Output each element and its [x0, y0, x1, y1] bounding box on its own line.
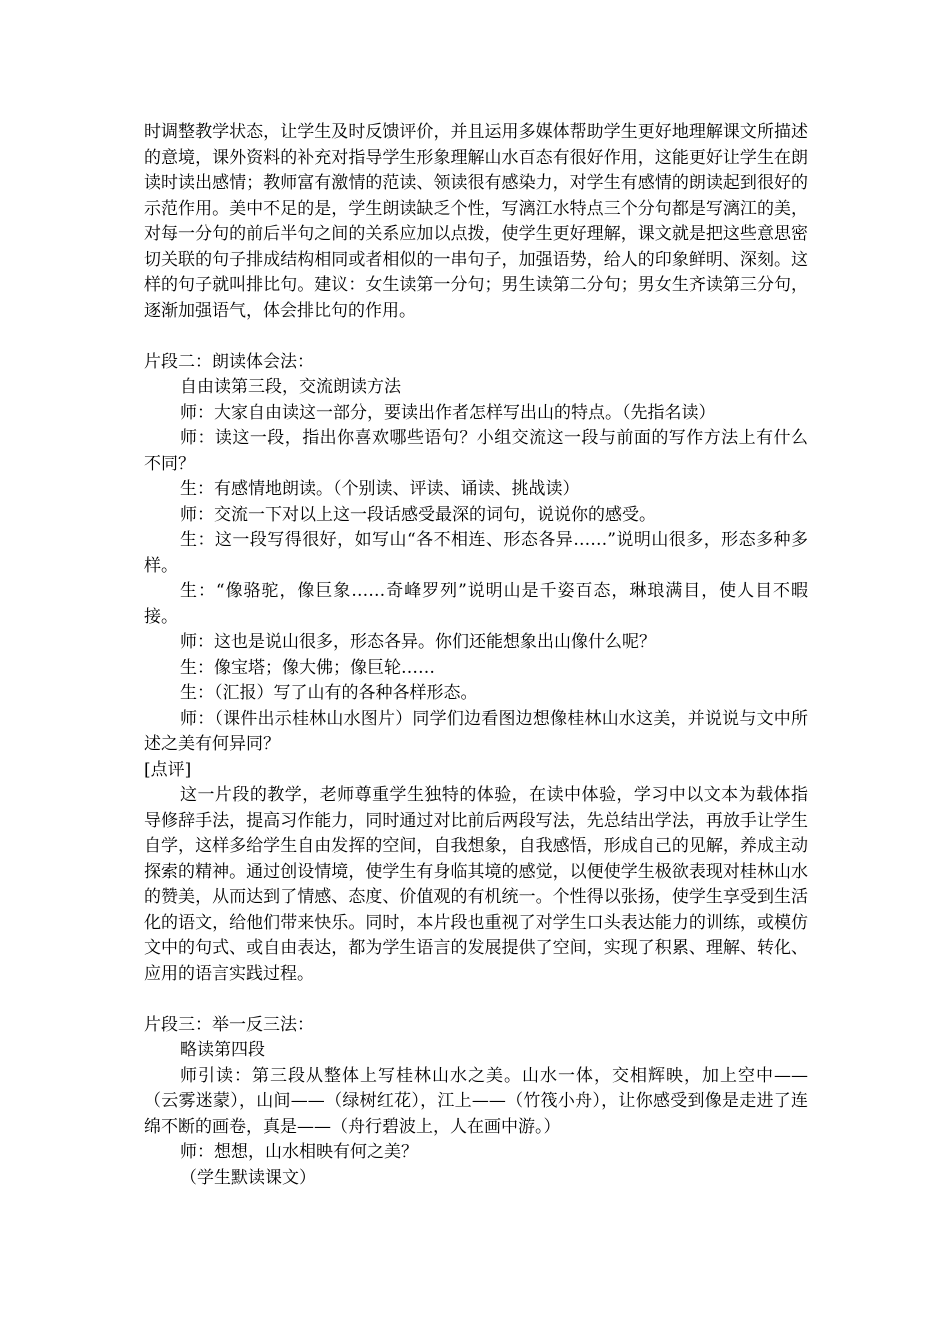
dialogue-line: 师：读这一段，指出你喜欢哪些语句？小组交流这一段与前面的写作方法上有什么不同？	[144, 428, 808, 474]
dialogue-line: 生：（汇报）写了山有的各种各样形态。	[180, 683, 478, 703]
dialogue-line: 生：像宝塔；像大佛；像巨轮……	[180, 657, 435, 678]
blank-line	[144, 987, 808, 1013]
section3-subtitle: 略读第四段	[180, 1040, 265, 1060]
dialogue-line: 师：想想，山水相映有何之美？	[180, 1142, 418, 1162]
blank-line	[144, 324, 808, 350]
section2-heading: 片段二：朗读体会法：	[144, 351, 314, 372]
section3-heading: 片段三：举一反三法：	[144, 1014, 314, 1035]
comment-label: [点评]	[144, 759, 192, 780]
document-page	[144, 120, 808, 1191]
stage-direction: （学生默读课文）	[180, 1167, 316, 1188]
section2-subtitle: 自由读第三段，交流朗读方法	[180, 377, 401, 397]
dialogue-line: 师：大家自由读这一部分，要读出作者怎样写出山的特点。（先指名读）	[180, 402, 716, 423]
dialogue-line: 师：（课件出示桂林山水图片）同学们边看图边想像桂林山水这美，并说说与文中所述之美有何异同？	[144, 708, 808, 754]
dialogue-line: 师：这也是说山很多，形态各异。你们还能想象出山像什么呢？	[180, 632, 656, 652]
dialogue-line: 师：交流一下对以上这一段话感受最深的词句，说说你的感受。	[180, 504, 656, 525]
dialogue-line: 生：有感情地朗读。（个别读、评读、诵读、挑战读）	[180, 479, 580, 499]
comment-paragraph: 这一片段的教学，老师尊重学生独特的体验，在读中体验，学习中以文本为载体指导修辞手法，提高习作能力，同时通过对比前后两段写法，先总结出学法，再放手让学生自学，这样多给学生自由发挥的空间，自我想象，自我感悟，形成自己的见解，养成主动探索的精神。通过创设情境，使学生有身临其境的感觉，以便使学生极欲表现对桂林山水的赞美，从而达到了情感、态度、价值观的有机统一。个性得以张扬，使学生享受到生活化的语文，给他们带来快乐。同时，本片段也重视了对学生口头表达能力的训练，或模仿文中的句式、或自由表达，都为学生语言的发展提供了空间，实现了积累、理解、转化、应用的语言实践过程。	[144, 785, 808, 984]
dialogue-line: 生：“像骆驼，像巨象……奇峰罗列”说明山是千姿百态，琳琅满目，使人目不暇接。	[144, 581, 808, 627]
dialogue-line: 师引读：第三段从整体上写桂林山水之美。山水一体，交相辉映，加上空中——（云雾迷蒙），山间——（绿树红花），江上——（竹筏小舟），让你感受到像是走进了连绵不断的画卷，真是——（舟行碧波上，人在画中游。）	[144, 1065, 808, 1137]
paragraph-continued: 时调整教学状态，让学生及时反馈评价，并且运用多媒体帮助学生更好地理解课文所描述的意境，课外资料的补充对指导学生形象理解山水百态有很好作用，这能更好让学生在朗读时读出感情；教师富有激情的范读、领读很有感染力，对学生有感情的朗读起到很好的示范作用。美中不足的是，学生朗读缺乏个性，写漓江水特点三个分句都是写漓江的美，对每一分句的前后半句之间的关系应加以点拨，使学生更好理解，课文就是把这些意思密切关联的句子排成结构相同或者相似的一串句子，加强语势，给人的印象鲜明、深刻。这样的句子就叫排比句。建议：女生读第一分句；男生读第二分句；男女生齐读第三分句，逐渐加强语气，体会排比句的作用。	[144, 122, 808, 321]
dialogue-line: 生：这一段写得很好，如写山“各不相连、形态各异……”说明山很多，形态多种多样。	[144, 530, 808, 576]
